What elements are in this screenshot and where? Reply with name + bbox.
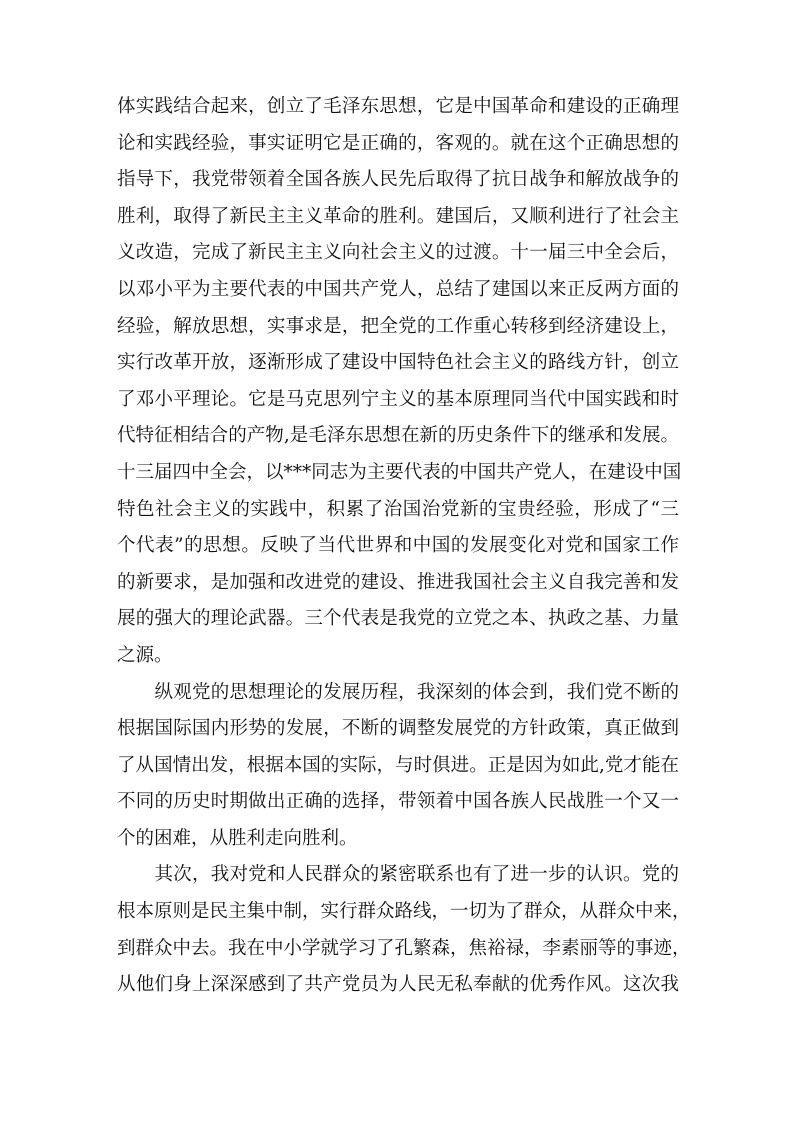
text-line: 个的困难，从胜利走向胜利。 <box>117 827 358 849</box>
document-body <box>117 89 691 1004</box>
text-line: 到群众中去。我在中小学就学习了孔繁森，焦裕禄，李素丽等的事迹， <box>117 937 691 959</box>
text-line: 论和实践经验，事实证明它是正确的，客观的。就在这个正确思想的 <box>117 132 679 154</box>
text-line: 特色社会主义的实践中，积累了治国治党新的宝贵经验，形成了“三 <box>117 498 679 520</box>
text-line: 以邓小平为主要代表的中国共产党人，总结了建国以来正反两方面的 <box>117 278 679 300</box>
text-line: 展的强大的理论武器。三个代表是我党的立党之本、执政之基、力量 <box>117 608 679 630</box>
paragraph-3 <box>117 857 691 1003</box>
text-line: 个代表”的思想。反映了当代世界和中国的发展变化对党和国家工作 <box>117 535 679 557</box>
text-line: 的新要求，是加强和改进党的建设、推进我国社会主义自我完善和发 <box>117 571 679 593</box>
text-line: 其次，我对党和人民群众的紧密联系也有了进一步的认识。党的 <box>117 864 679 886</box>
text-line: 代特征相结合的产物,是毛泽东思想在新的历史条件下的继承和发展。 <box>117 425 679 447</box>
paragraph-1 <box>117 89 682 675</box>
text-line: 了从国情出发，根据本国的实际，与时俱进。正是因为如此,党才能在 <box>117 754 679 776</box>
text-line: 胜利，取得了新民主主义革命的胜利。建国后，又顺利进行了社会主 <box>117 205 679 227</box>
text-line: 根本原则是民主集中制，实行群众路线，一切为了群众，从群众中来， <box>117 901 691 923</box>
text-line: 经验，解放思想，实事求是，把全党的工作重心转移到经济建设上， <box>117 315 679 337</box>
text-line: 根据国际国内形势的发展，不断的调整发展党的方针政策，真正做到 <box>117 718 679 740</box>
text-line: 从他们身上深深感到了共产党员为人民无私奉献的优秀作风。这次我 <box>117 974 679 996</box>
text-line: 之源。 <box>117 644 173 666</box>
text-line: 体实践结合起来，创立了毛泽东思想，它是中国革命和建设的正确理 <box>117 96 679 117</box>
text-line: 纵观党的思想理论的发展历程，我深刻的体会到，我们党不断的 <box>117 681 679 703</box>
text-line: 实行改革开放，逐渐形成了建设中国特色社会主义的路线方针，创立 <box>117 352 679 374</box>
text-line: 了邓小平理论。它是马克思列宁主义的基本原理同当代中国实践和时 <box>117 388 679 410</box>
text-line: 义改造，完成了新民主主义向社会主义的过渡。十一届三中全会后， <box>117 242 679 264</box>
paragraph-2 <box>117 675 679 858</box>
text-line: 十三届四中全会，以***同志为主要代表的中国共产党人，在建设中国 <box>117 461 682 483</box>
text-line: 不同的历史时期做出正确的选择，带领着中国各族人民战胜一个又一 <box>117 791 679 813</box>
text-line: 指导下，我党带领着全国各族人民先后取得了抗日战争和解放战争的 <box>117 169 679 191</box>
